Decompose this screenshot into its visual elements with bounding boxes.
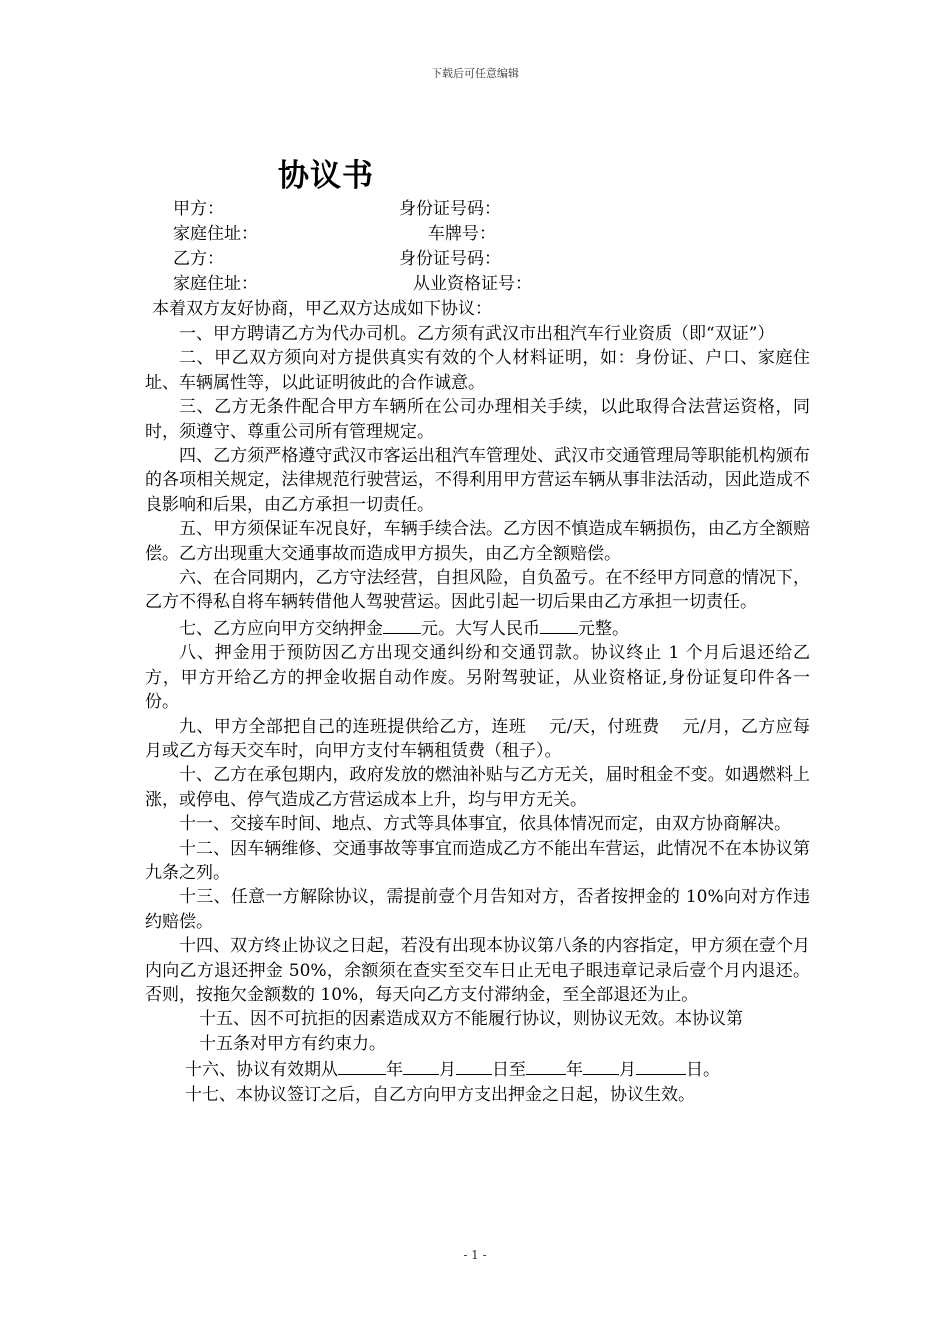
clause-16-day-to: 日至 xyxy=(492,1060,526,1081)
clause-16-part-1: 十六、协议有效期从 xyxy=(185,1060,338,1081)
clause-16-year: 年 xyxy=(386,1060,403,1081)
clause-15-part-2: 十五条对甲方有约束力。 xyxy=(199,1033,386,1054)
clause-9: 九、甲方全部把自己的连班提供给乙方，连班 元/天，付班费 元/月，乙方应每月或乙方每天交车时，向甲方支付车辆租赁费（租子）。 xyxy=(145,716,810,761)
clause-15-part-1: 十五、因不可抗拒的因素造成双方不能履行协议，则协议无效。本协议第 xyxy=(199,1009,743,1030)
clause-17: 十七、本协议签订之后，自乙方向甲方支出押金之日起，协议生效。 xyxy=(185,1084,695,1105)
clause-6: 六、在合同期内，乙方守法经营，自担风险，自负盈亏。在不经甲方同意的情况下，乙方不得私自将车辆转借他人驾驶营运。因此引起一切后果由乙方承担一切责任。 xyxy=(145,568,810,613)
page-number: - 1 - xyxy=(463,1248,487,1262)
clause-5: 五、甲方须保证车况良好，车辆手续合法。乙方因不慎造成车辆损伤，由乙方全额赔偿。乙方出现重大交通事故而造成甲方损失，由乙方全额赔偿。 xyxy=(145,519,810,564)
clause-14: 十四、双方终止协议之日起，若没有出现本协议第八条的内容指定，甲方须在壹个月内向乙方退还押金 50%，余额须在查实至交车日止无电子眼违章记录后壹个月内退还。否则，按拖欠金额数的 10%，每天向乙方支付滞纳金，至全部退还为止。 xyxy=(145,936,810,1005)
address-b-row xyxy=(173,272,773,297)
clause-13: 十三、任意一方解除协议，需提前壹个月告知对方，否者按押金的 10%向对方作违约赔偿。 xyxy=(145,887,810,932)
clause-1: 一、甲方聘请乙方为代办司机。乙方须有武汉市出租汽车行业资质（即“双证”） xyxy=(179,324,775,344)
clause-11: 十一、交接车时间、地点、方式等具体事宜，依具体情况而定，由双方协商解决。 xyxy=(179,814,791,835)
start-day-blank xyxy=(456,1056,492,1075)
party-a-label: 甲方： xyxy=(173,199,224,219)
clause-3: 三、乙方无条件配合甲方车辆所在公司办理相关手续，以此取得合法营运资格，同时，须遵守、尊重公司所有管理规定。 xyxy=(145,397,810,442)
id-number-b-label: 身份证号码： xyxy=(399,249,501,269)
start-month-blank xyxy=(403,1056,439,1075)
clause-10: 十、乙方在承包期内，政府发放的燃油补贴与乙方无关，届时租金不变。如遇燃料上涨，或停电、停气造成乙方营运成本上升，均与甲方无关。 xyxy=(145,765,810,810)
clause-7 xyxy=(145,615,810,641)
clause-16-year2: 年 xyxy=(566,1060,583,1081)
clause-16 xyxy=(145,1056,810,1082)
address-a-row xyxy=(173,222,773,247)
clause-8: 八、押金用于预防因乙方出现交通纠纷和交通罚款。协议终止 1 个月后退还给乙方，甲方开给乙方的押金收据自动作废。另附驾驶证，从业资格证,身份证复印件各一份。 xyxy=(145,643,810,713)
clauses-list xyxy=(145,322,810,1107)
party-b-label: 乙方： xyxy=(173,249,224,269)
clause-15 xyxy=(145,1007,810,1056)
deposit-amount-words-blank xyxy=(540,615,578,634)
clause-16-month2: 月 xyxy=(619,1060,636,1081)
clause-12: 十二、因车辆维修、交通事故等事宜而造成乙方不能出车营运，此情况不在本协议第九条之列。 xyxy=(145,838,810,883)
clause-16-day2: 日。 xyxy=(686,1060,720,1081)
qualification-number-label: 从业资格证号： xyxy=(413,274,532,294)
party-b-row xyxy=(173,247,773,272)
address-b-label: 家庭住址： xyxy=(173,274,258,294)
party-info-block xyxy=(173,197,773,297)
clause-4: 四、乙方须严格遵守武汉市客运出租汽车管理处、武汉市交通管理局等职能机构颁布的各项相关规定，法律规范行驶营运，不得利用甲方营运车辆从事非法活动，因此造成不良影响和后果，由乙方承担一切责任。 xyxy=(145,446,810,515)
clause-7-part-2: 元。大写人民币 xyxy=(421,618,540,639)
start-year-blank xyxy=(338,1056,386,1075)
intro-text: 本着双方友好协商，甲乙双方达成如下协议： xyxy=(152,299,492,319)
clause-7-part-1: 七、乙方应向甲方交纳押金 xyxy=(179,618,383,639)
page-header-note: 下载后可任意编辑 xyxy=(431,67,519,80)
end-day-blank xyxy=(636,1056,686,1075)
deposit-amount-blank xyxy=(383,615,421,634)
id-number-a-label: 身份证号码： xyxy=(399,199,501,219)
document-title: 协议书 xyxy=(278,158,374,194)
end-year-blank xyxy=(526,1056,566,1075)
clause-2: 二、甲乙双方须向对方提供真实有效的个人材料证明，如：身份证、户口、家庭住址、车辆属性等，以此证明彼此的合作诚意。 xyxy=(145,348,810,393)
address-a-label: 家庭住址： xyxy=(173,224,258,244)
party-a-row xyxy=(173,197,773,222)
clause-7-part-3: 元整。 xyxy=(578,618,629,639)
clause-16-month: 月 xyxy=(439,1060,456,1081)
end-month-blank xyxy=(583,1056,619,1075)
plate-number-label: 车牌号： xyxy=(428,224,496,244)
